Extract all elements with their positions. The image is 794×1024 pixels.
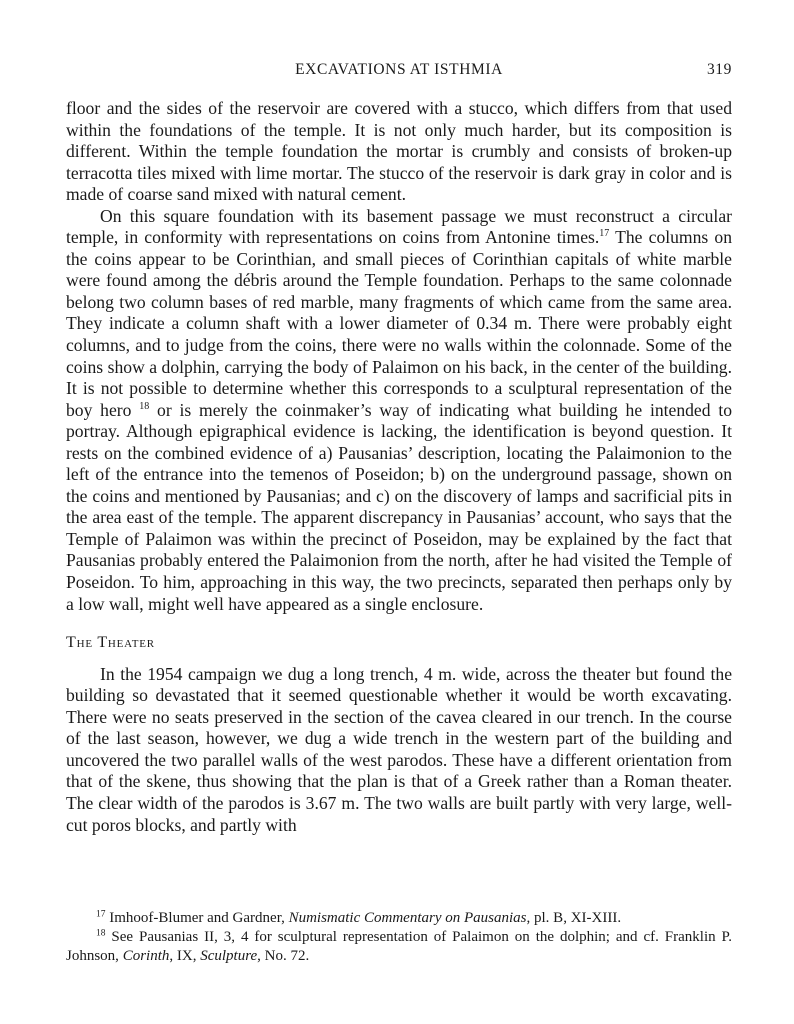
footnote-18	[66, 928, 732, 966]
paragraph-text: The columns on the coins appear to be Corinthian, and small pieces of Corinthian capitals of white marble were found among the débris around the Temple foundation. Perhaps to the same colonnade belong two column bases of red marble, many fragments of which came from the same area. They indicate a column shaft with a lower diameter of 0.34 m. There were probably eight columns, and to judge from the coins, there were no walls within the colonnade. Some of the coins show a dolphin, carrying the body of Palaimon on his back, in the center of the building. It is not possible to determine whether this corresponds to a sculptural representation of the boy hero	[66, 227, 732, 420]
paragraph-theater: In the 1954 campaign we dug a long trench, 4 m. wide, across the theater but found the building so devastated that it seemed questionable whether it would be worth excavating. There were no seats preserved in the section of the cavea cleared in our trench. In the course of the last season, however, we dug a wide trench in the western part of the building and uncovered the two parallel walls of the west parodos. These have a different orientation from that of the skene, thus showing that the plan is that of a Greek rather than a Roman theater. The clear width of the parodos is 3.67 m. The two walls are built partly with very large, well-cut poros blocks, and partly with	[66, 663, 732, 835]
section-heading: The Theater	[66, 634, 155, 652]
footnote-title: Numismatic Commentary on Pausanias	[288, 910, 527, 926]
footnote-text: , No. 72.	[257, 948, 310, 964]
footnote-title: Sculpture	[200, 948, 258, 964]
page-number: 319	[706, 61, 732, 78]
running-title: EXCAVATIONS AT ISTHMIA	[295, 61, 503, 78]
running-head	[66, 61, 732, 83]
footnote-title: Corinth	[122, 948, 170, 964]
footnote-mark: 17	[96, 909, 106, 920]
footnote-text: , IX,	[169, 948, 201, 964]
footnote-17	[66, 909, 732, 928]
body-text	[66, 98, 732, 836]
paragraph-circular-temple	[66, 206, 732, 615]
footnote-text: See Pausanias II, 3, 4 for sculptural representation of Palaimon on the dolphin; and cf. Franklin P. Johnson,	[66, 929, 732, 964]
paragraph-reservoir-stucco: floor and the sides of the reservoir are covered with a stucco, which differs from that used within the foundations of the temple. It is not only much harder, but its composition is different. Within the temple foundation the mortar is crumbly and consists of broken-up terracotta tiles mixed with lime mortar. The stucco of the reservoir is dark gray in color and is made of coarse sand mixed with natural cement.	[66, 98, 732, 205]
footnote-mark: 18	[96, 928, 106, 939]
footnote-reference-17[interactable]: 17	[599, 228, 610, 240]
footnote-text: Imhoof-Blumer and Gardner,	[105, 910, 289, 926]
paragraph-text: On this square foundation with its basement passage we must reconstruct a circular temple, in conformity with representations on coins from Antonine times.	[66, 205, 732, 248]
footnote-text: , pl. B, XI-XIII.	[526, 910, 622, 926]
footnotes	[66, 909, 732, 966]
paragraph-text: or is merely the coinmaker’s way of indicating what building he intended to portray. Although epigraphical evidence is lacking, the identification is beyond question. It rests on the combined evidence of a) Pausanias’ description, locating the Palaimonion to the left of the entrance into the temenos of Poseidon; b) on the underground passage, shown on the coins and mentioned by Pausanias; and c) on the discovery of lamps and sacrificial pits in the area east of the temple. The apparent discrepancy in Pausanias’ account, who says that the Temple of Palaimon was within the precinct of Poseidon, may be explained by the fact that Pausanias probably entered the Palaimonion from the north, after he had visited the Temple of Poseidon. To him, approaching in this way, the two precincts, separated then perhaps only by a low wall, might well have appeared as a single enclosure.	[66, 399, 733, 614]
footnote-reference-18[interactable]: 18	[139, 400, 150, 412]
